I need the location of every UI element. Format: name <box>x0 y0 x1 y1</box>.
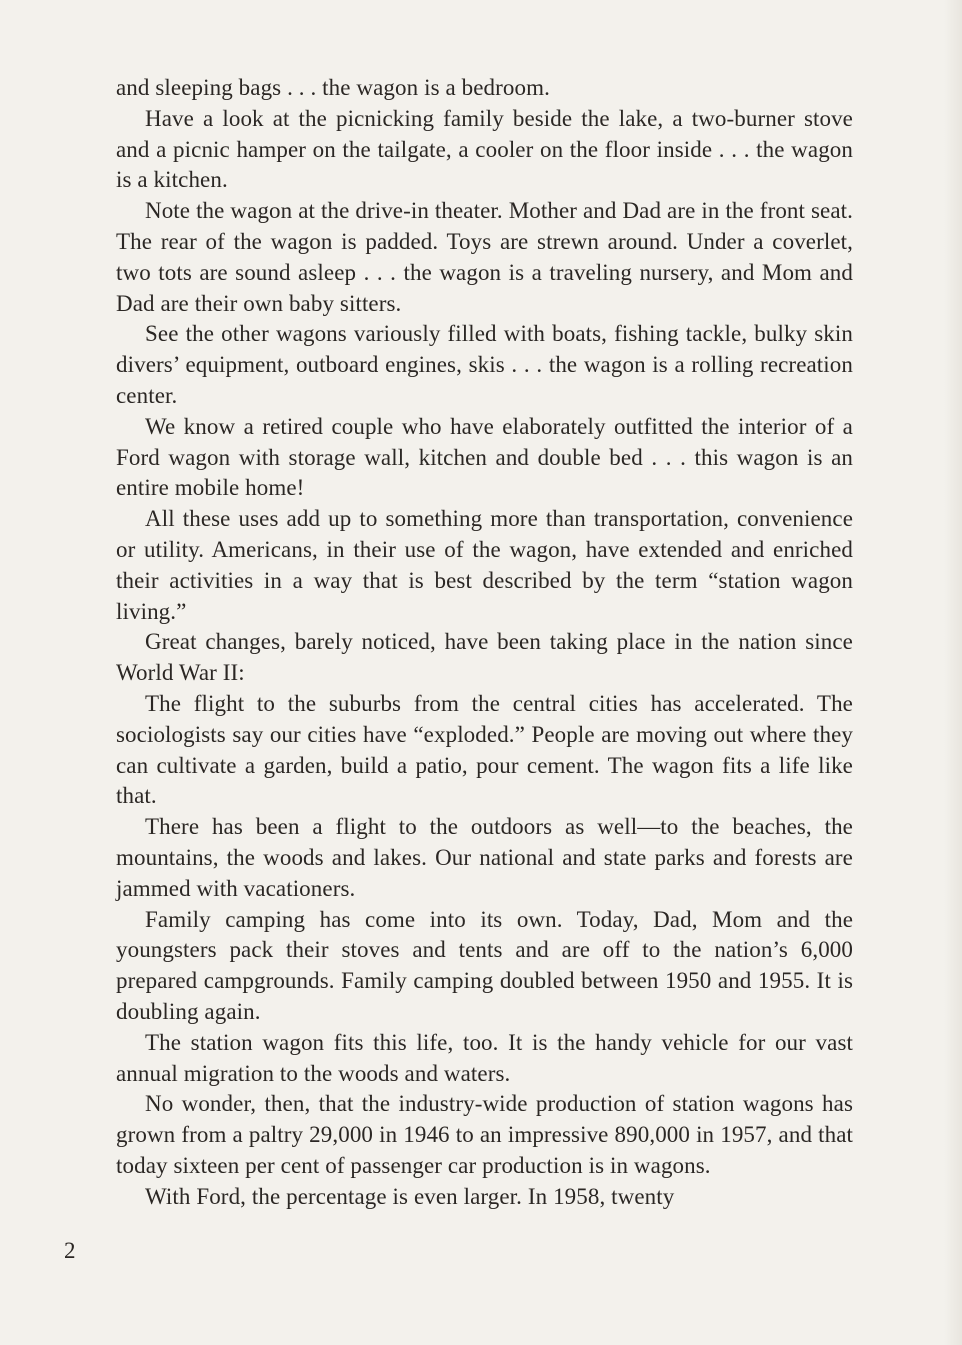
paragraph: We know a retired couple who have elaborately outfitted the interior of a Ford wagon with storage wall, kitchen and double bed . . . this wagon is an entire mobile home! <box>116 413 853 501</box>
paragraph: All these uses add up to something more than transportation, convenience or utility. Americans, in their use of the wagon, have extended and enriched their activities in a way that is best described by the term “station wagon living.” <box>116 506 853 624</box>
page-number: 2 <box>64 1238 76 1263</box>
paragraph: See the other wagons variously filled with boats, fishing tackle, bulky skin divers’ equipment, outboard engines, skis . . . the wagon is a rolling recreation center. <box>116 321 853 408</box>
paragraph: Family camping has come into its own. Today, Dad, Mom and the youngsters pack their stoves and tents and are off to the nation’s 6,000 prepared campgrounds. Family camping doubled between 1950 and 1955. It is doubling again. <box>116 906 853 1024</box>
body-text <box>116 73 853 1212</box>
paragraph: The flight to the suburbs from the central cities has accelerated. The sociologists say our cities have “exploded.” People are moving out where they can cultivate a garden, build a patio, pour cement. The wagon fits a life like that. <box>116 690 853 809</box>
paragraph: No wonder, then, that the industry-wide production of station wagons has grown from a paltry 29,000 in 1946 to an impressive 890,000 in 1957, and that today sixteen per cent of passenger car production is in wagons. <box>116 1091 853 1178</box>
paragraph: With Ford, the percentage is even larger. In 1958, twenty <box>145 1183 675 1209</box>
paragraph: and sleeping bags . . . the wagon is a bedroom. <box>116 75 550 100</box>
paragraph: Have a look at the picnicking family beside the lake, a two-burner stove and a picnic hamper on the tailgate, a cooler on the floor inside . . . the wagon is a kitchen. <box>116 105 853 193</box>
paragraph: Great changes, barely noticed, have been taking place in the nation since World War II: <box>116 629 853 686</box>
paragraph: There has been a flight to the outdoors as well—to the beaches, the mountains, the woods and lakes. Our national and state parks and forests are jammed with vacationers. <box>116 814 853 901</box>
paragraph: The station wagon fits this life, too. It is the handy vehicle for our vast annual migration to the woods and waters. <box>116 1029 853 1086</box>
paragraph: Note the wagon at the drive-in theater. Mother and Dad are in the front seat. The rear of the wagon is padded. Toys are strewn around. Under a coverlet, two tots are sound asleep . . . the wagon is a traveling nursery, and Mom and Dad are their own baby sitters. <box>116 198 853 316</box>
page-edge-shadow <box>944 0 962 1345</box>
